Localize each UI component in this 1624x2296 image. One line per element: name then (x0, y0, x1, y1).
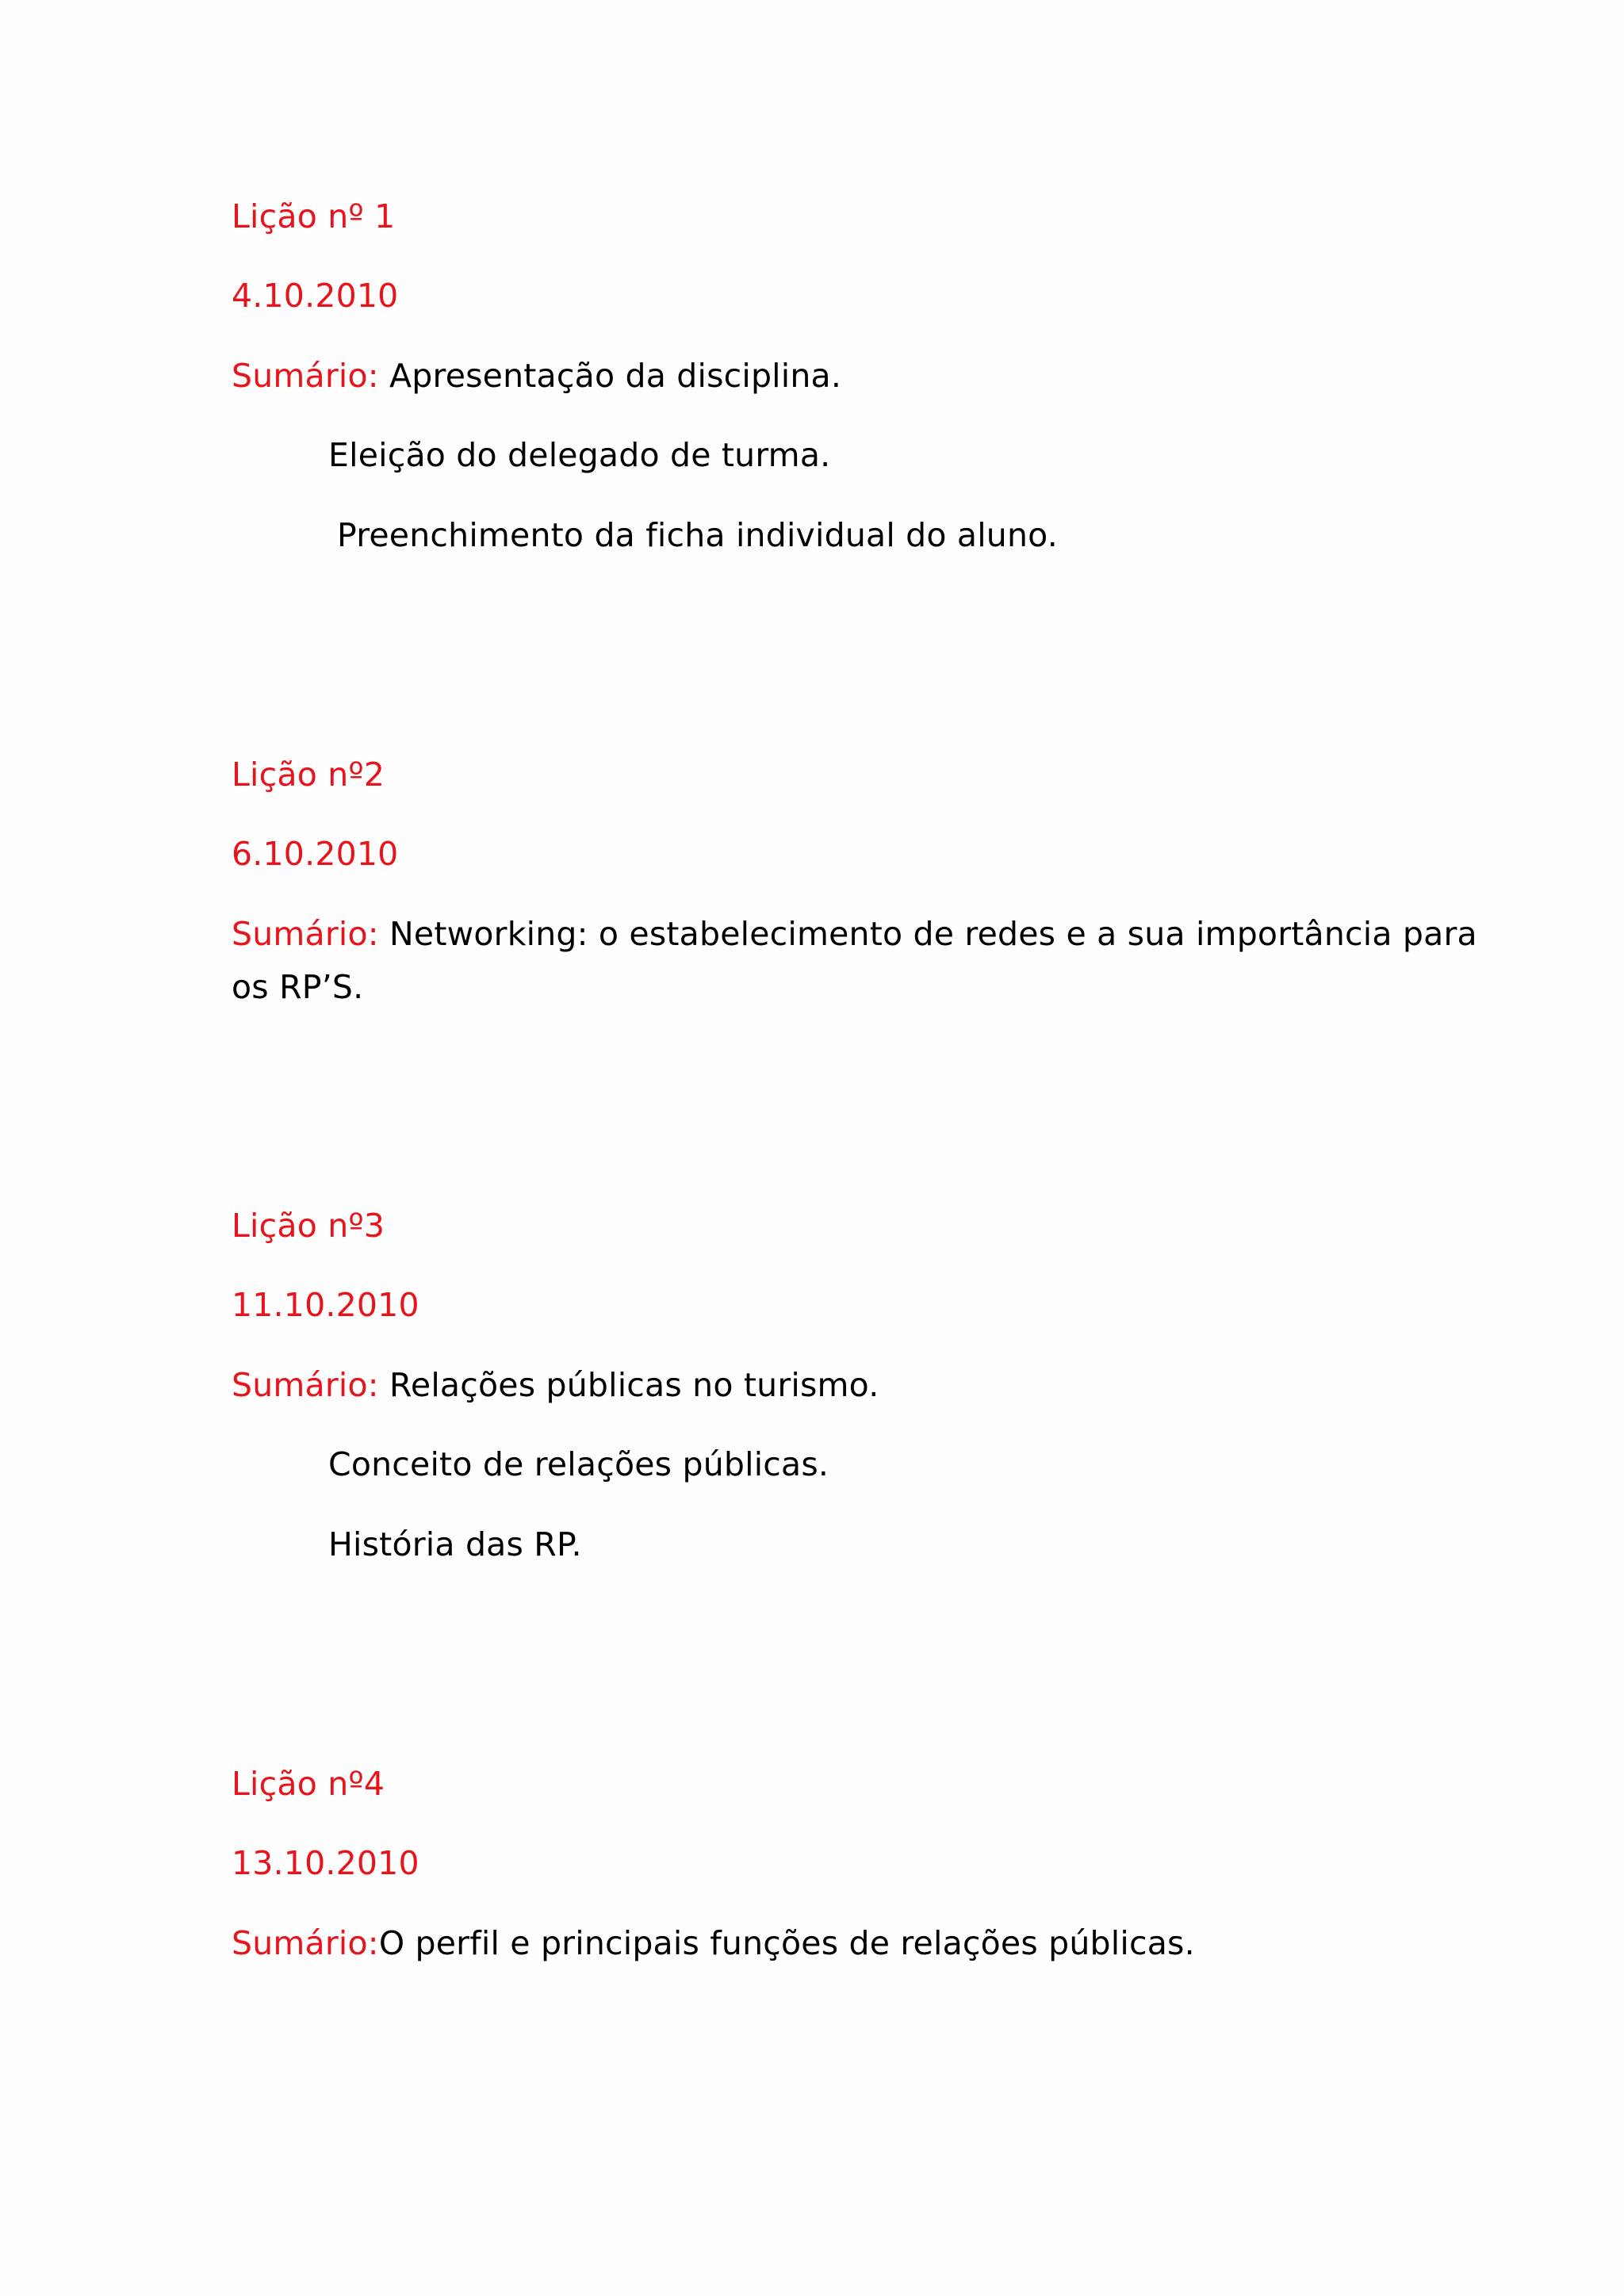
lesson-1-summary-line-2: Eleição do delegado de turma. (328, 436, 831, 474)
lesson-1-summary-line-1: Apresentação da disciplina. (378, 357, 842, 395)
lesson-4-summary (232, 1923, 1195, 1963)
lesson-2-title: Lição nº2 (232, 756, 385, 794)
lesson-3-summary-line-3: História das RP. (328, 1525, 582, 1563)
lesson-3-summary-line-1: Relações públicas no turismo. (378, 1366, 879, 1404)
lesson-1-summary-label: Sumário: (232, 357, 379, 395)
lesson-3-summary (232, 1365, 879, 1405)
lesson-1-date: 4.10.2010 (232, 277, 399, 315)
lesson-3-summary-label: Sumário: (232, 1366, 379, 1404)
lesson-4-title: Lição nº4 (232, 1765, 385, 1803)
lesson-2-date: 6.10.2010 (232, 835, 399, 873)
lesson-3-title: Lição nº3 (232, 1207, 385, 1245)
lesson-1-summary (232, 356, 841, 396)
lesson-1-summary-line-3: Preenchimento da ficha individual do aluno. (337, 516, 1058, 554)
lesson-1-title: Lição nº 1 (232, 197, 396, 235)
lesson-2-summary (232, 914, 1477, 954)
lesson-4-summary-line-1: O perfil e principais funções de relações públicas. (378, 1924, 1195, 1962)
lesson-4-summary-label: Sumário: (232, 1924, 379, 1962)
lesson-2-summary-line-1: Networking: o estabelecimento de redes e a sua importância para (378, 915, 1477, 953)
lesson-2-summary-line-2: os RP’S. (232, 968, 364, 1006)
lesson-3-date: 11.10.2010 (232, 1286, 419, 1324)
lesson-4-date: 13.10.2010 (232, 1844, 419, 1882)
lesson-3-summary-line-2: Conceito de relações públicas. (328, 1445, 829, 1483)
lesson-2-summary-label: Sumário: (232, 915, 379, 953)
